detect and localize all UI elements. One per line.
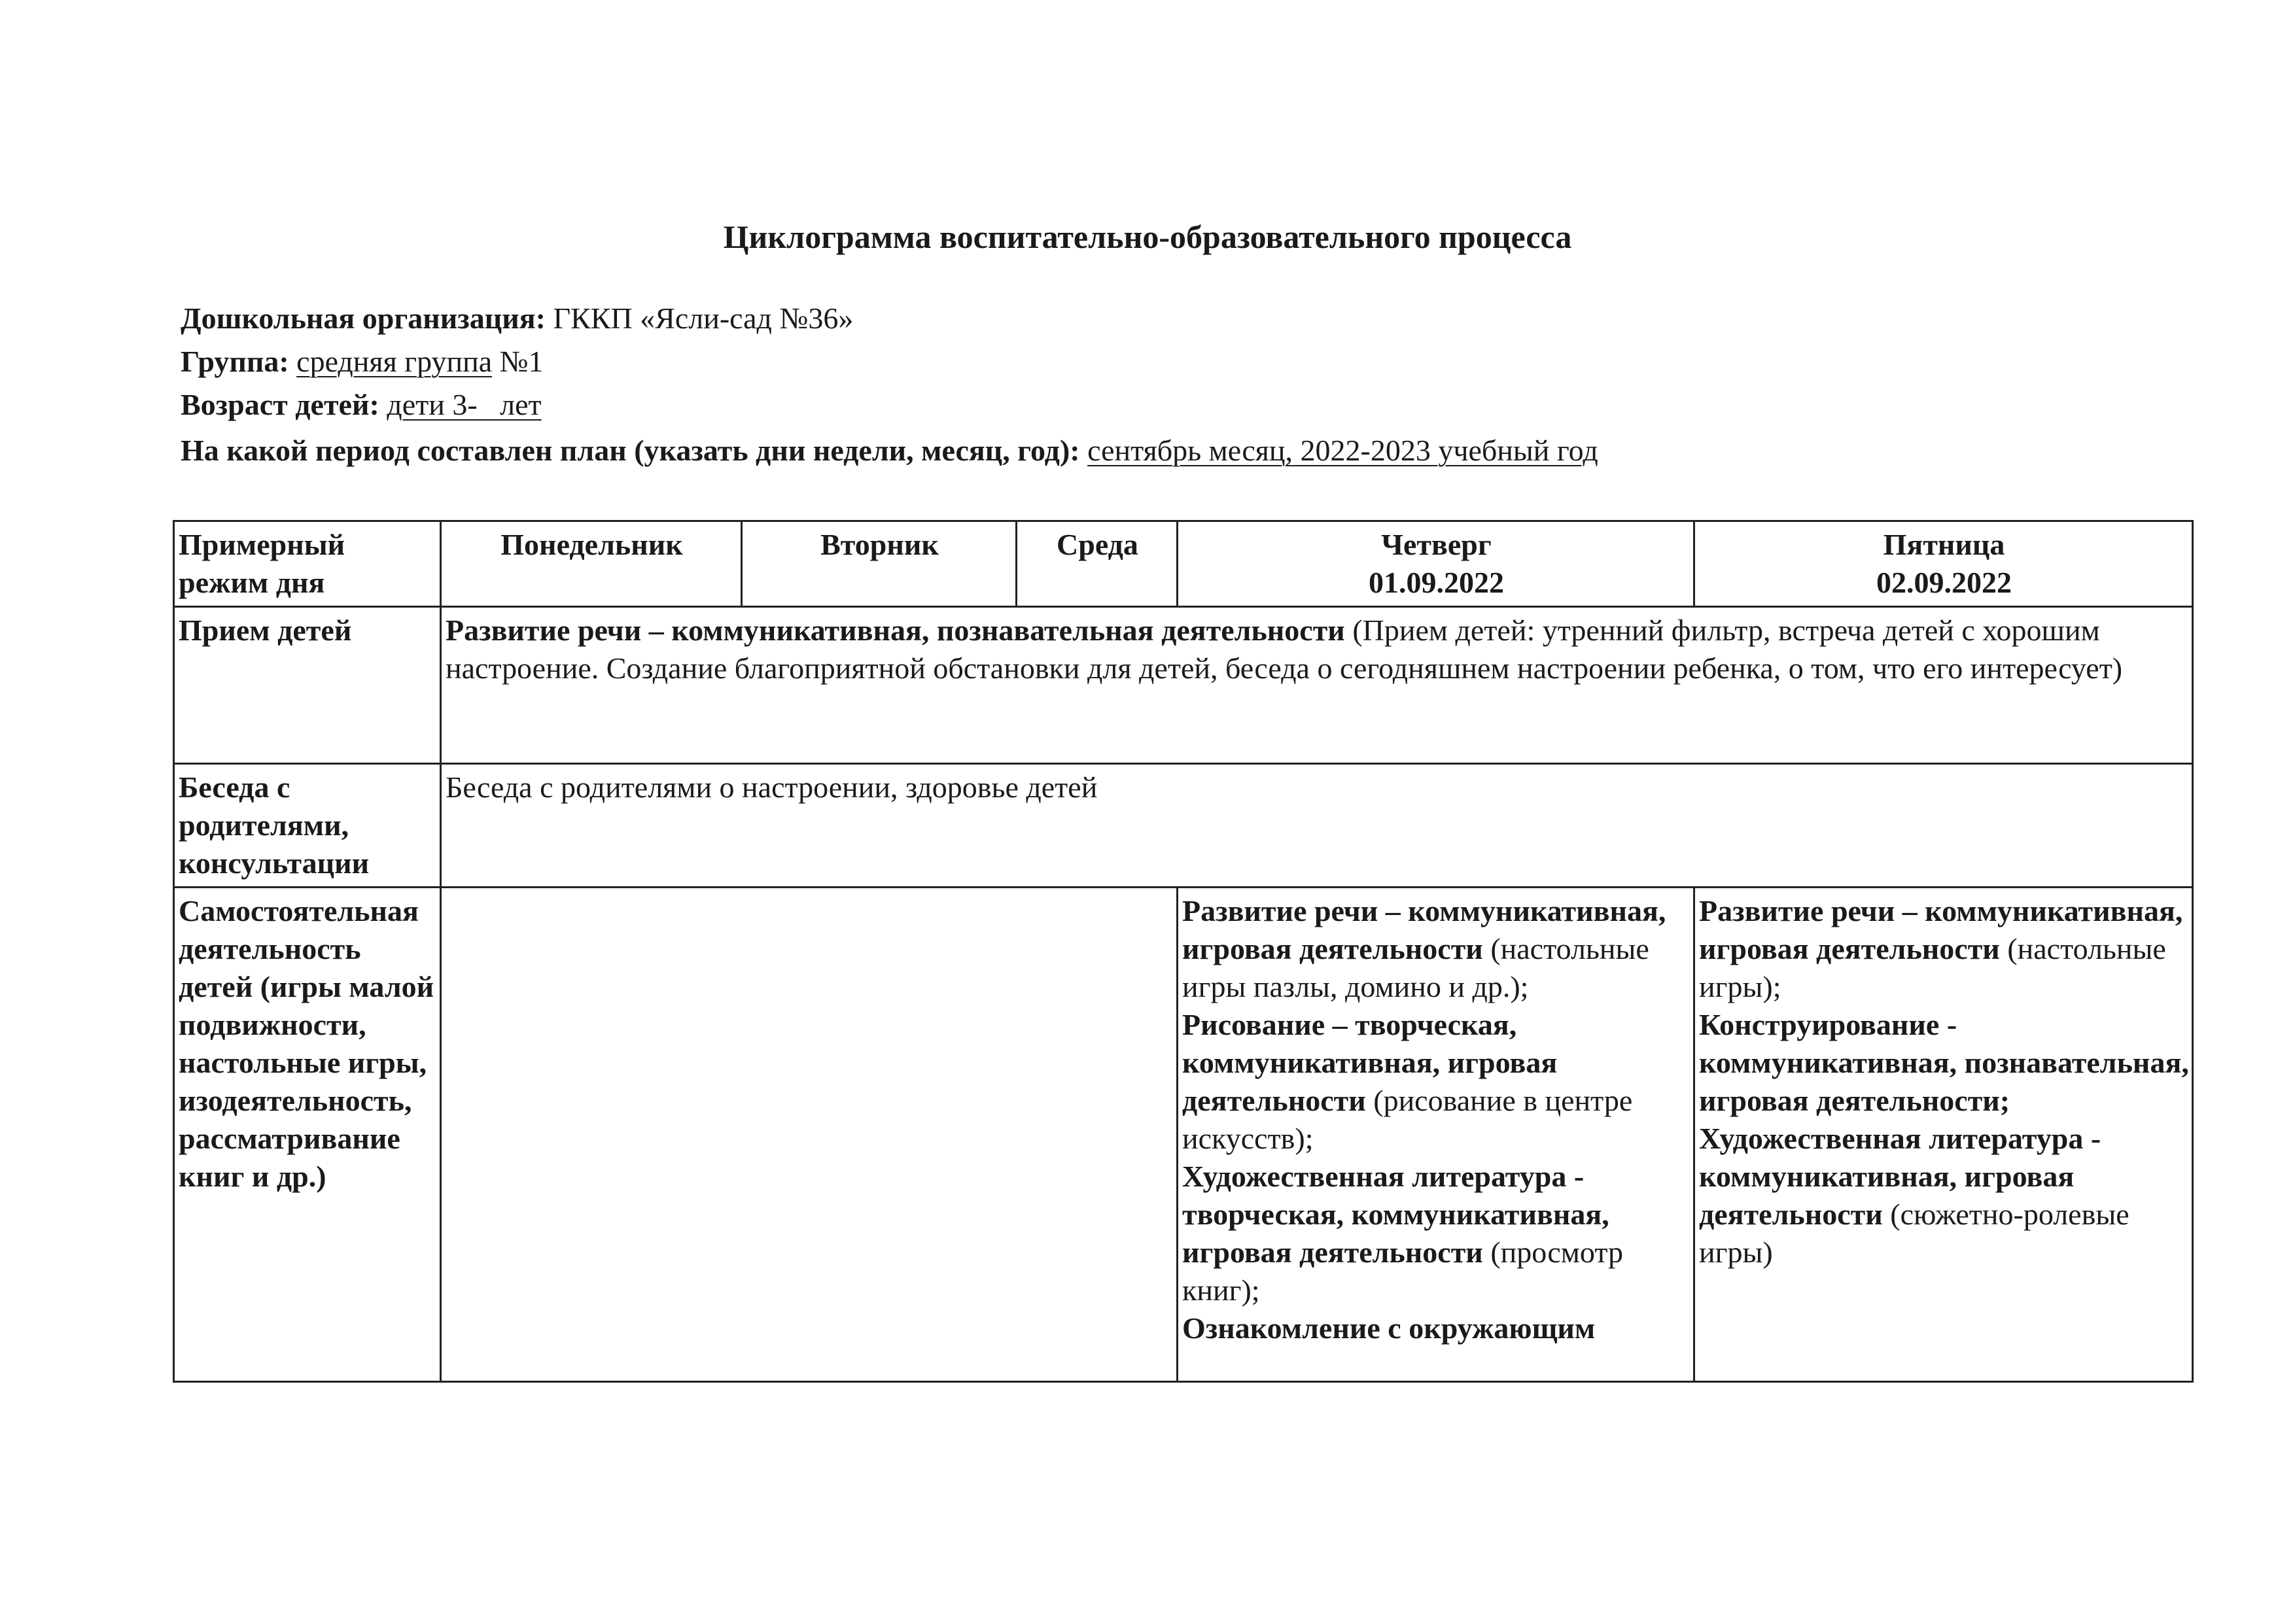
table-row-independent	[174, 888, 2193, 1382]
header-thursday	[1178, 521, 1694, 607]
thu-item-literature-text: (просмотр книг);	[1182, 1235, 1623, 1307]
thu-item-speech-title: Развитие речи – коммуникативная, игровая деятельности	[1182, 894, 1666, 965]
header-wednesday: Среда	[1017, 521, 1178, 607]
fri-item-literature	[1699, 1120, 2189, 1271]
group-value: средняя группа	[296, 345, 493, 378]
group-number: №1	[499, 345, 544, 378]
reception-content	[441, 607, 2193, 764]
table-row-parents	[174, 764, 2193, 888]
independent-friday	[1694, 888, 2193, 1382]
header-friday	[1694, 521, 2193, 607]
meta-group	[181, 343, 544, 381]
independent-mon-wed-empty	[441, 888, 1178, 1382]
row-label-parents: Беседа с родителями, консультации	[174, 764, 441, 888]
thu-item-drawing-title: Рисование – творческая, коммуникативная, игровая деятельности	[1182, 1008, 1558, 1117]
independent-thursday	[1178, 888, 1694, 1382]
thu-item-literature	[1182, 1158, 1691, 1309]
thu-item-literature-title: Художественная литература - творческая, коммуникативная, игровая деятельности	[1182, 1160, 1609, 1269]
friday-name: Пятница	[1883, 528, 2005, 561]
thu-item-speech	[1182, 892, 1691, 1006]
age-value: дети 3- лет	[387, 388, 542, 421]
period-label: На какой период составлен план (указать дни недели, месяц, год):	[181, 434, 1080, 467]
thu-item-drawing	[1182, 1006, 1691, 1158]
meta-age	[181, 386, 542, 424]
fri-item-literature-title: Художественная литература - коммуникативная, игровая деятельности	[1699, 1122, 2101, 1231]
thu-item-environment-title: Ознакомление с окружающим	[1182, 1311, 1596, 1345]
fri-item-construction	[1699, 1006, 2189, 1120]
parents-content: Беседа с родителями о настроении, здоровье детей	[441, 764, 2193, 888]
row-label-independent: Самостоятельная деятельность детей (игры малой подвижности, настольные игры, изодеятельность, рассматривание книг и др.)	[174, 888, 441, 1382]
period-value: сентябрь месяц, 2022-2023 учебный год	[1087, 434, 1598, 467]
header-monday: Понедельник	[441, 521, 742, 607]
friday-date: 02.09.2022	[1876, 566, 2012, 599]
org-label: Дошкольная организация:	[181, 302, 546, 335]
meta-organization	[181, 300, 853, 337]
row-label-reception: Прием детей	[174, 607, 441, 764]
schedule-table	[173, 520, 2194, 1383]
header-regime: Примерный режим дня	[174, 521, 441, 607]
meta-period	[181, 432, 1598, 470]
fri-item-speech-title: Развитие речи – коммуникативная, игровая деятельности	[1699, 894, 2183, 965]
reception-activity: Развитие речи – коммуникативная, познавательная деятельности	[446, 613, 1345, 647]
group-label: Группа:	[181, 345, 289, 378]
org-value: ГККП «Ясли-сад №36»	[553, 302, 854, 335]
thu-item-environment	[1182, 1309, 1691, 1347]
fri-item-speech	[1699, 892, 2189, 1006]
fri-item-construction-title: Конструирование - коммуникативная, познавательная, игровая деятельности;	[1699, 1008, 2189, 1117]
thu-item-drawing-text: (рисование в центре искусств);	[1182, 1084, 1633, 1155]
thursday-name: Четверг	[1381, 528, 1492, 561]
header-tuesday: Вторник	[742, 521, 1017, 607]
table-row-reception	[174, 607, 2193, 764]
fri-item-speech-text: (настольные игры);	[1699, 932, 2166, 1003]
thu-item-speech-text: (настольные игры пазлы, домино и др.);	[1182, 932, 1649, 1003]
fri-item-literature-text: (сюжетно-ролевые игры)	[1699, 1198, 2129, 1269]
reception-description: (Прием детей: утренний фильтр, встреча детей с хорошим настроение. Создание благоприятной обстановки для детей, беседа о сегодняшнем настроении ребенка, о том, что его интересует)	[446, 613, 2123, 685]
table-header-row	[174, 521, 2193, 607]
thursday-date: 01.09.2022	[1369, 566, 1504, 599]
age-label: Возраст детей:	[181, 388, 379, 421]
document-title: Циклограмма воспитательно-образовательного процесса	[723, 218, 1572, 255]
